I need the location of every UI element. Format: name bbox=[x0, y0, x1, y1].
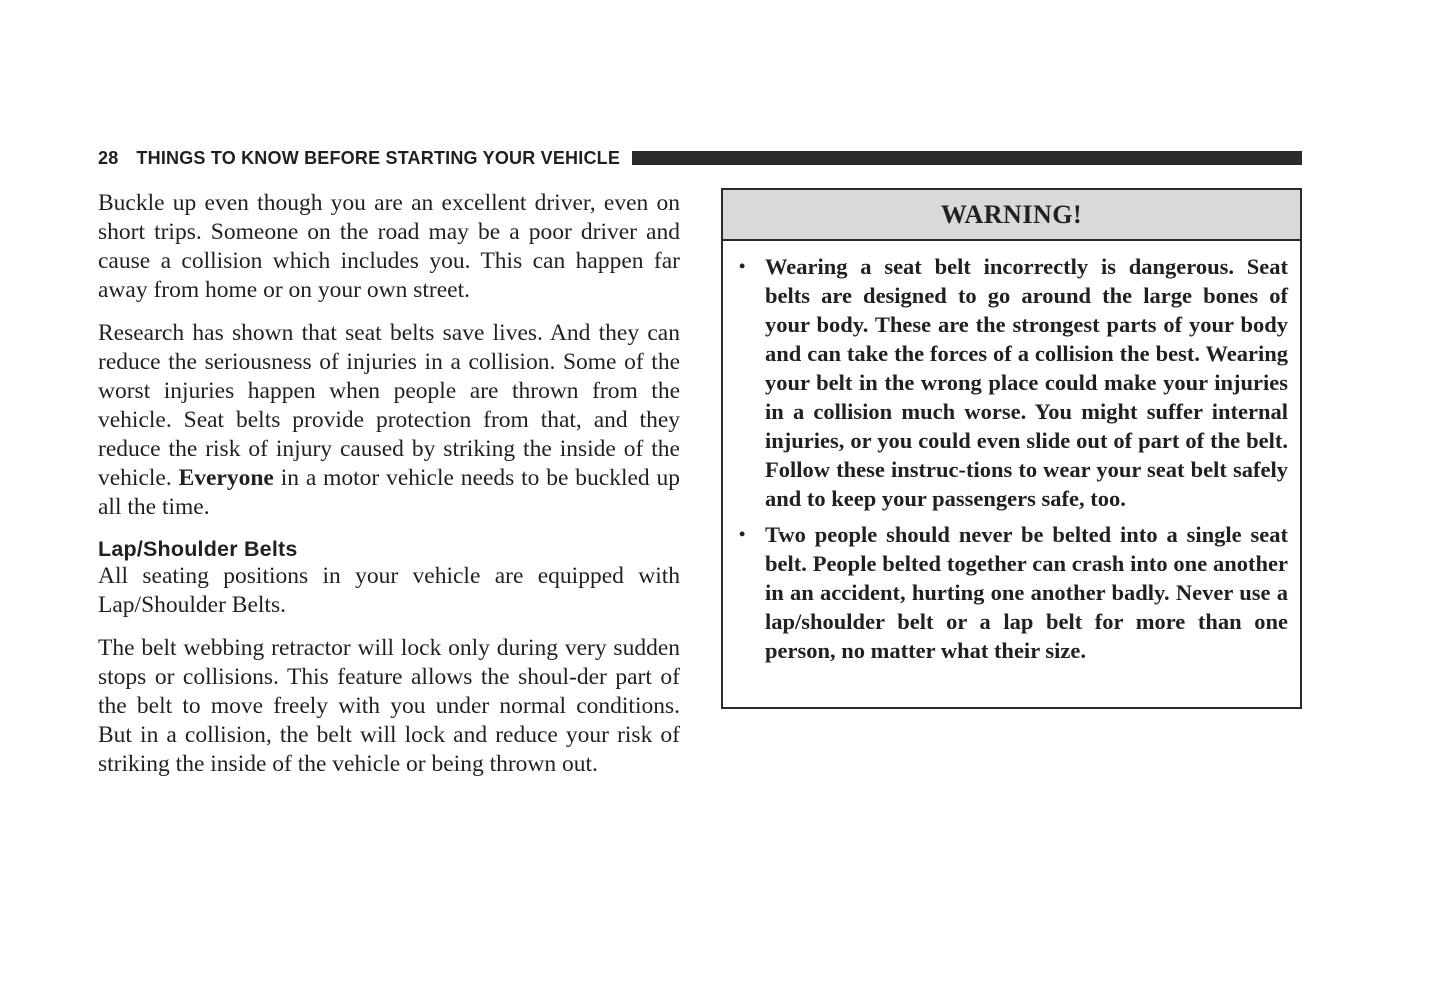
header-rule bbox=[632, 151, 1302, 165]
paragraph-research-text: Research has shown that seat belts save lives. And they can reduce the seriousness of injuries in a collision. Some of the worst injuries happen when people are thrown from the vehicle. Seat belts provide protection from that, and they reduce the risk of injury caused by striking the inside of the vehicle. bbox=[98, 320, 680, 491]
warning-box bbox=[721, 188, 1302, 709]
warning-item-text: Wearing a seat belt incorrectly is dangerous. Seat belts are designed to go around the large bones of your body. These are the strongest parts of your body and can take the forces of a collision the best. Wearing your belt in the wrong place could make your injuries in a collision much worse. You might suffer internal injuries, or you could even slide out of part of the belt. Follow these instruc-tions to wear your seat belt safely and to keep your passengers safe, too. bbox=[765, 254, 1288, 511]
warning-title: WARNING! bbox=[723, 190, 1300, 241]
emphasis-everyone: Everyone bbox=[178, 465, 274, 491]
bullet-icon: • bbox=[739, 524, 746, 544]
paragraph-research bbox=[98, 319, 680, 522]
warning-item bbox=[739, 252, 1288, 513]
paragraph-buckle-up: Buckle up even though you are an excellent driver, even on short trips. Someone on the road may be a poor driver and cause a collision which includes you. This can happen far away from home or on your own street. bbox=[98, 190, 680, 303]
bullet-icon: • bbox=[739, 256, 746, 276]
paragraph-research-text-end: in a motor vehicle needs to be buckled up all the time. bbox=[98, 465, 680, 520]
paragraph-retractor: The belt webbing retractor will lock only during very sudden stops or collisions. This feature allows the shoul-der part of the belt to move freely with you under normal conditions. But in a collision, the belt will lock and reduce your risk of striking the inside of the vehicle or being thrown out. bbox=[98, 635, 680, 777]
paragraph-seating-positions: All seating positions in your vehicle are equipped with Lap/Shoulder Belts. bbox=[98, 563, 680, 618]
page-header bbox=[98, 146, 1302, 170]
subheading-lap-shoulder-belts: Lap/Shoulder Belts bbox=[98, 537, 298, 561]
body-text-column bbox=[98, 189, 680, 793]
section-title: THINGS TO KNOW BEFORE STARTING YOUR VEHICLE bbox=[136, 147, 621, 168]
page-number: 28 bbox=[98, 147, 119, 168]
warning-list bbox=[723, 241, 1300, 665]
warning-item-text: Two people should never be belted into a single seat belt. People belted together can crash into one another in an accident, hurting one another badly. Never use a lap/shoulder belt or a lap belt for more than one person, no matter what their size. bbox=[765, 522, 1288, 663]
warning-item bbox=[739, 520, 1288, 665]
